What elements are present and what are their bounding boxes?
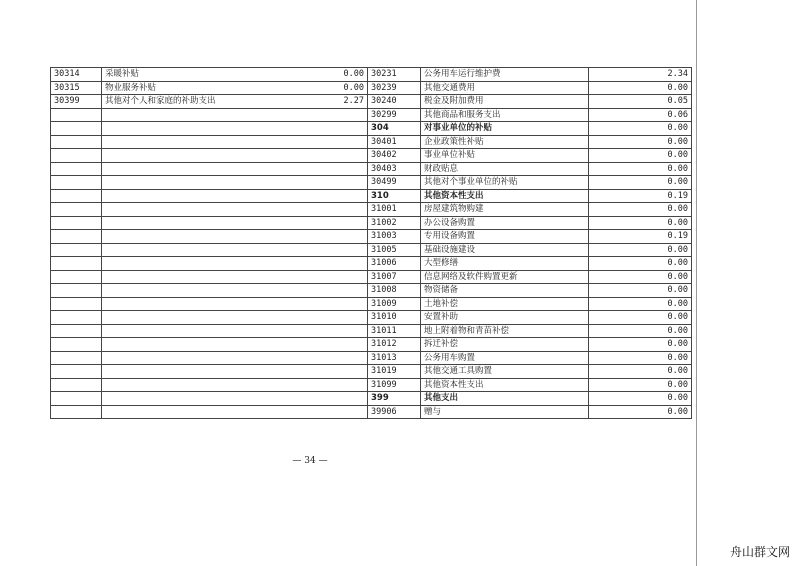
right-amount-cell: 0.00 — [589, 122, 692, 136]
right-amount-cell: 0.00 — [589, 365, 692, 379]
right-amount-cell: 0.00 — [589, 378, 692, 392]
left-code-cell — [51, 338, 102, 352]
left-item-cell — [102, 162, 368, 176]
left-item-cell — [102, 149, 368, 163]
right-item-cell: 财政贴息 — [421, 162, 589, 176]
right-item-cell: 基础设施建设 — [421, 243, 589, 257]
left-code-cell — [51, 284, 102, 298]
table-row — [51, 257, 692, 271]
left-item-cell — [102, 95, 368, 109]
right-item-cell: 其他交通费用 — [421, 81, 589, 95]
left-code-cell — [51, 122, 102, 136]
right-code-cell: 30240 — [368, 95, 421, 109]
right-item-cell: 公务用车运行维护费 — [421, 68, 589, 82]
left-code-cell — [51, 297, 102, 311]
left-amount-cell: 0.00 — [343, 82, 364, 93]
table-row — [51, 203, 692, 217]
right-amount-cell: 0.06 — [589, 108, 692, 122]
table-row — [51, 297, 692, 311]
table-row — [51, 149, 692, 163]
left-item-cell — [102, 203, 368, 217]
table-row — [51, 81, 692, 95]
left-item-label: 采暖补贴 — [105, 69, 140, 80]
right-item-cell: 专用设备购置 — [421, 230, 589, 244]
left-item-cell — [102, 351, 368, 365]
left-code-cell — [51, 189, 102, 203]
right-amount-cell: 0.00 — [589, 257, 692, 271]
right-code-cell: 31009 — [368, 297, 421, 311]
table-row — [51, 243, 692, 257]
table-row — [51, 189, 692, 203]
left-item-cell — [102, 81, 368, 95]
left-item-cell — [102, 365, 368, 379]
right-amount-cell: 0.00 — [589, 270, 692, 284]
right-amount-cell: 0.00 — [589, 216, 692, 230]
right-code-cell: 30499 — [368, 176, 421, 190]
left-item-cell — [102, 284, 368, 298]
left-item-cell — [102, 392, 368, 406]
right-item-cell: 房屋建筑物购建 — [421, 203, 589, 217]
site-watermark: 舟山群文网 — [729, 545, 790, 559]
table-row — [51, 162, 692, 176]
right-amount-cell: 0.00 — [589, 351, 692, 365]
left-code-cell — [51, 392, 102, 406]
left-item-cell — [102, 176, 368, 190]
right-code-cell: 31005 — [368, 243, 421, 257]
right-amount-cell: 0.00 — [589, 297, 692, 311]
left-item-cell — [102, 270, 368, 284]
left-item-cell — [102, 243, 368, 257]
table-row — [51, 230, 692, 244]
right-code-cell: 31006 — [368, 257, 421, 271]
right-item-cell: 安置补助 — [421, 311, 589, 325]
right-code-cell: 30401 — [368, 135, 421, 149]
right-item-cell: 对事业单位的补贴 — [421, 122, 589, 136]
left-item-cell — [102, 311, 368, 325]
right-amount-cell: 0.00 — [589, 324, 692, 338]
left-code-cell — [51, 162, 102, 176]
left-code-cell — [51, 324, 102, 338]
left-code-cell — [51, 257, 102, 271]
right-item-cell: 其他资本性支出 — [421, 189, 589, 203]
left-item-cell — [102, 216, 368, 230]
left-code-cell — [51, 351, 102, 365]
left-code-cell — [51, 176, 102, 190]
right-amount-cell: 0.00 — [589, 203, 692, 217]
right-item-cell: 企业政策性补贴 — [421, 135, 589, 149]
right-code-cell: 310 — [368, 189, 421, 203]
table-row — [51, 216, 692, 230]
left-amount-cell: 2.27 — [343, 96, 364, 107]
left-code-cell — [51, 405, 102, 419]
right-item-cell: 地上附着物和青苗补偿 — [421, 324, 589, 338]
left-item-label: 其他对个人和家庭的补助支出 — [105, 96, 216, 107]
left-code-cell — [51, 216, 102, 230]
right-code-cell: 30231 — [368, 68, 421, 82]
left-code-cell: 30315 — [51, 81, 102, 95]
left-code-cell: 30399 — [51, 95, 102, 109]
right-code-cell: 30402 — [368, 149, 421, 163]
right-amount-cell: 0.00 — [589, 243, 692, 257]
left-item-cell — [102, 324, 368, 338]
left-code-cell — [51, 203, 102, 217]
left-item-cell — [102, 135, 368, 149]
right-amount-cell: 0.00 — [589, 81, 692, 95]
left-item-cell — [102, 297, 368, 311]
right-item-cell: 事业单位补贴 — [421, 149, 589, 163]
right-code-cell: 31002 — [368, 216, 421, 230]
table-row — [51, 365, 692, 379]
table-row — [51, 311, 692, 325]
right-amount-cell: 0.00 — [589, 338, 692, 352]
left-code-cell — [51, 149, 102, 163]
page-edge-divider — [696, 0, 697, 566]
right-amount-cell: 0.19 — [589, 189, 692, 203]
right-item-cell: 物资储备 — [421, 284, 589, 298]
right-code-cell: 31011 — [368, 324, 421, 338]
right-code-cell: 31099 — [368, 378, 421, 392]
left-code-cell — [51, 270, 102, 284]
left-item-cell — [102, 68, 368, 82]
right-code-cell: 30403 — [368, 162, 421, 176]
budget-table — [50, 67, 692, 419]
table-row — [51, 351, 692, 365]
table-row — [51, 68, 692, 82]
table-row — [51, 135, 692, 149]
right-code-cell: 30239 — [368, 81, 421, 95]
table-row — [51, 122, 692, 136]
left-item-cell — [102, 405, 368, 419]
table-row — [51, 392, 692, 406]
right-item-cell: 其他交通工具购置 — [421, 365, 589, 379]
right-amount-cell: 0.00 — [589, 405, 692, 419]
right-item-cell: 信息网络及软件购置更新 — [421, 270, 589, 284]
left-code-cell — [51, 378, 102, 392]
table-row — [51, 95, 692, 109]
right-amount-cell: 0.00 — [589, 149, 692, 163]
right-item-cell: 其他支出 — [421, 392, 589, 406]
right-item-cell: 其他对个事业单位的补贴 — [421, 176, 589, 190]
right-amount-cell: 0.00 — [589, 135, 692, 149]
right-item-cell: 公务用车购置 — [421, 351, 589, 365]
right-item-cell: 其他商品和服务支出 — [421, 108, 589, 122]
right-code-cell: 30299 — [368, 108, 421, 122]
left-code-cell — [51, 311, 102, 325]
table-row — [51, 284, 692, 298]
right-amount-cell: 0.00 — [589, 311, 692, 325]
table-body — [51, 68, 692, 419]
left-item-cell — [102, 189, 368, 203]
right-code-cell: 31008 — [368, 284, 421, 298]
left-code-cell — [51, 365, 102, 379]
right-amount-cell: 0.19 — [589, 230, 692, 244]
left-item-cell — [102, 378, 368, 392]
right-code-cell: 31001 — [368, 203, 421, 217]
right-code-cell: 31012 — [368, 338, 421, 352]
left-code-cell — [51, 243, 102, 257]
right-item-cell: 赠与 — [421, 405, 589, 419]
table-row — [51, 270, 692, 284]
right-code-cell: 31003 — [368, 230, 421, 244]
right-code-cell: 39906 — [368, 405, 421, 419]
right-item-cell: 税金及附加费用 — [421, 95, 589, 109]
right-item-cell: 土地补偿 — [421, 297, 589, 311]
left-item-cell — [102, 122, 368, 136]
left-item-cell — [102, 257, 368, 271]
right-code-cell: 31010 — [368, 311, 421, 325]
table-row — [51, 324, 692, 338]
right-code-cell: 31007 — [368, 270, 421, 284]
left-code-cell — [51, 108, 102, 122]
right-amount-cell: 0.00 — [589, 284, 692, 298]
left-item-cell — [102, 338, 368, 352]
left-code-cell — [51, 230, 102, 244]
left-code-cell: 30314 — [51, 68, 102, 82]
left-amount-cell: 0.00 — [343, 69, 364, 80]
right-item-cell: 拆迁补偿 — [421, 338, 589, 352]
right-amount-cell: 0.00 — [589, 176, 692, 190]
table-row — [51, 338, 692, 352]
right-amount-cell: 0.05 — [589, 95, 692, 109]
left-item-label: 物业服务补贴 — [105, 82, 157, 93]
left-item-cell — [102, 230, 368, 244]
right-code-cell: 399 — [368, 392, 421, 406]
table-row — [51, 108, 692, 122]
right-item-cell: 其他资本性支出 — [421, 378, 589, 392]
right-code-cell: 31019 — [368, 365, 421, 379]
right-item-cell: 办公设备购置 — [421, 216, 589, 230]
table-row — [51, 378, 692, 392]
right-amount-cell: 2.34 — [589, 68, 692, 82]
right-item-cell: 大型修缮 — [421, 257, 589, 271]
page-number: — 34 — — [292, 456, 328, 466]
right-amount-cell: 0.00 — [589, 162, 692, 176]
table-row — [51, 405, 692, 419]
table-row — [51, 176, 692, 190]
right-amount-cell: 0.00 — [589, 392, 692, 406]
left-item-cell — [102, 108, 368, 122]
right-code-cell: 31013 — [368, 351, 421, 365]
right-code-cell: 304 — [368, 122, 421, 136]
left-code-cell — [51, 135, 102, 149]
